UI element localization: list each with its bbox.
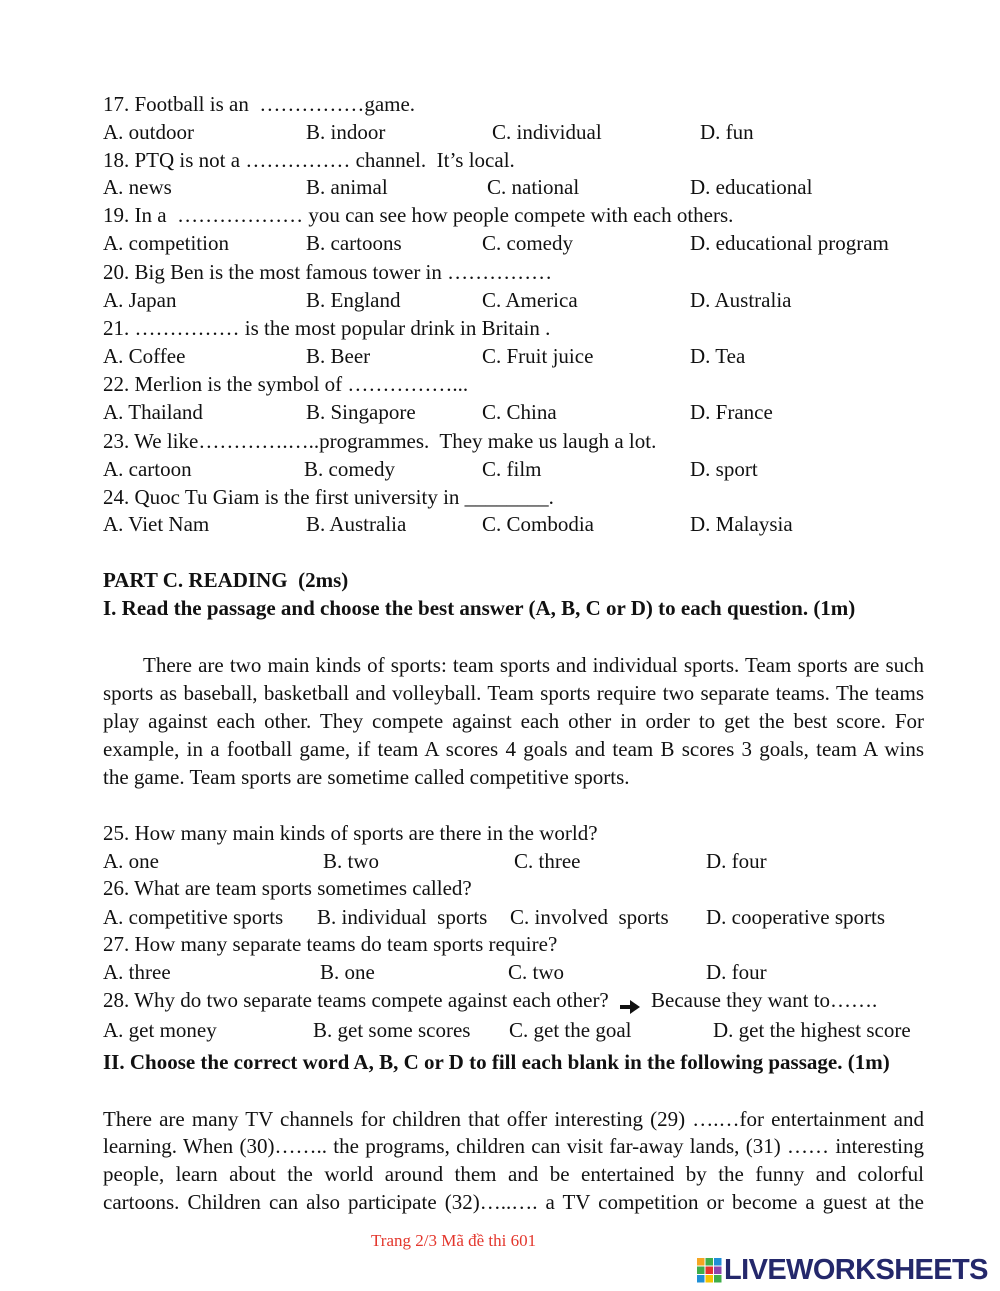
option-c: C. China — [482, 400, 557, 424]
options-22 — [0, 398, 1000, 426]
option-b: B. England — [306, 288, 401, 312]
options-28 — [0, 1016, 1000, 1044]
option-a: A. outdoor — [103, 120, 194, 144]
option-a: A. Viet Nam — [103, 512, 210, 536]
passage-1-line: example, in a football game, if team A scores 4 goals and team B scores 3 goals, team A wins — [103, 737, 924, 761]
question-25: 25. How many main kinds of sports are there in the world? — [103, 821, 598, 845]
options-26 — [0, 903, 1000, 931]
option-d: D. four — [706, 849, 767, 873]
option-a: A. news — [103, 175, 172, 199]
option-b: B. individual sports — [317, 905, 488, 929]
option-b: B. cartoons — [306, 231, 402, 255]
answer-prompt: Because they want to……. — [651, 988, 878, 1012]
option-c: C. get the goal — [509, 1018, 632, 1042]
option-d: D. four — [706, 960, 767, 984]
question-27: 27. How many separate teams do team sports require? — [103, 932, 558, 956]
option-b: B. one — [320, 960, 375, 984]
options-25 — [0, 847, 1000, 875]
passage-1-line: the game. Team sports are sometime called competitive sports. — [103, 765, 630, 789]
option-b: B. two — [323, 849, 380, 873]
option-a: A. Thailand — [103, 400, 203, 424]
right-arrow-icon — [620, 993, 640, 1007]
option-c: C. America — [482, 288, 578, 312]
question-17: 17. Football is an ……………game. — [103, 92, 416, 116]
liveworksheets-logo-icon — [697, 1258, 722, 1283]
option-c: C. Combodia — [482, 512, 595, 536]
option-c: C. national — [487, 175, 580, 199]
option-b: B. animal — [306, 175, 388, 199]
passage-1-line: There are two main kinds of sports: team sports and individual sports. Team sports are such — [143, 653, 924, 677]
option-d: D. get the highest score — [713, 1018, 911, 1042]
option-b: B. get some scores — [313, 1018, 471, 1042]
passage-2-line: There are many TV channels for children that offer interesting (29) ….…for entertainment and — [103, 1107, 924, 1131]
option-d: D. cooperative sports — [706, 905, 886, 929]
option-b: B. comedy — [304, 457, 395, 481]
question-24: 24. Quoc Tu Giam is the first university in ________. — [103, 485, 554, 509]
question-21: 21. …………… is the most popular drink in Britain . — [103, 316, 551, 340]
option-d: D. Australia — [690, 288, 792, 312]
section-2-instruction: II. Choose the correct word A, B, C or D to fill each blank in the following passage. (1m) — [103, 1050, 890, 1074]
options-20 — [0, 286, 1000, 314]
question-23: 23. We like………….…..programmes. They make us laugh a lot. — [103, 429, 657, 453]
question-28 — [0, 986, 1000, 1014]
option-c: C. comedy — [482, 231, 573, 255]
option-b: B. Beer — [306, 344, 371, 368]
question-22: 22. Merlion is the symbol of ……………... — [103, 372, 469, 396]
options-24 — [0, 510, 1000, 538]
options-19 — [0, 229, 1000, 257]
option-b: B. indoor — [306, 120, 386, 144]
option-c: C. two — [508, 960, 565, 984]
option-a: A. Coffee — [103, 344, 186, 368]
option-c: C. individual — [492, 120, 602, 144]
question-19: 19. In a ……………… you can see how people compete with each others. — [103, 203, 734, 227]
option-a: A. get money — [103, 1018, 217, 1042]
option-b: B. Singapore — [306, 400, 416, 424]
liveworksheets-logo-text: LIVEWORKSHEETS — [724, 1254, 988, 1286]
options-27 — [0, 958, 1000, 986]
options-21 — [0, 342, 1000, 370]
passage-1-line: play against each other. They compete against each other in order to get the best score. For — [103, 709, 924, 733]
options-18 — [0, 173, 1000, 201]
question-18: 18. PTQ is not a …………… channel. It’s local. — [103, 148, 515, 172]
option-d: D. fun — [700, 120, 754, 144]
option-a: A. Japan — [103, 288, 177, 312]
option-d: D. educational program — [690, 231, 889, 255]
option-c: C. Fruit juice — [482, 344, 594, 368]
passage-2-line: learning. When (30)…….. the programs, children can visit far-away lands, (31) …… interesting — [103, 1134, 924, 1158]
option-c: C. three — [514, 849, 581, 873]
question-20: 20. Big Ben is the most famous tower in …………… — [103, 260, 553, 284]
option-c: C. involved sports — [510, 905, 669, 929]
part-title: PART C. READING (2ms) — [103, 568, 349, 592]
option-a: A. cartoon — [103, 457, 192, 481]
option-a: A. competition — [103, 231, 229, 255]
page-footer: Trang 2/3 Mã đề thi 601 — [371, 1231, 537, 1250]
options-23 — [0, 455, 1000, 483]
option-a: A. three — [103, 960, 171, 984]
option-c: C. film — [482, 457, 542, 481]
option-a: A. competitive sports — [103, 905, 284, 929]
option-d: D. Malaysia — [690, 512, 793, 536]
section-1-instruction: I. Read the passage and choose the best answer (A, B, C or D) to each question. (1m) — [103, 596, 856, 620]
option-d: D. France — [690, 400, 773, 424]
option-d: D. Tea — [690, 344, 746, 368]
option-a: A. one — [103, 849, 159, 873]
passage-2-line: cartoons. Children can also participate (32)…..…. a TV competition or become a guest at the — [103, 1190, 924, 1214]
options-17 — [0, 118, 1000, 146]
passage-2-line: people, learn about the world around them and be entertained by the funny and colorful — [103, 1162, 924, 1186]
option-b: B. Australia — [306, 512, 407, 536]
option-d: D. educational — [690, 175, 813, 199]
option-d: D. sport — [690, 457, 758, 481]
question-28-text: 28. Why do two separate teams compete against each other? — [103, 988, 609, 1012]
question-26: 26. What are team sports sometimes called? — [103, 876, 472, 900]
passage-1-line: sports as baseball, basketball and volleyball. Team sports require two separate teams. The teams — [103, 681, 924, 705]
